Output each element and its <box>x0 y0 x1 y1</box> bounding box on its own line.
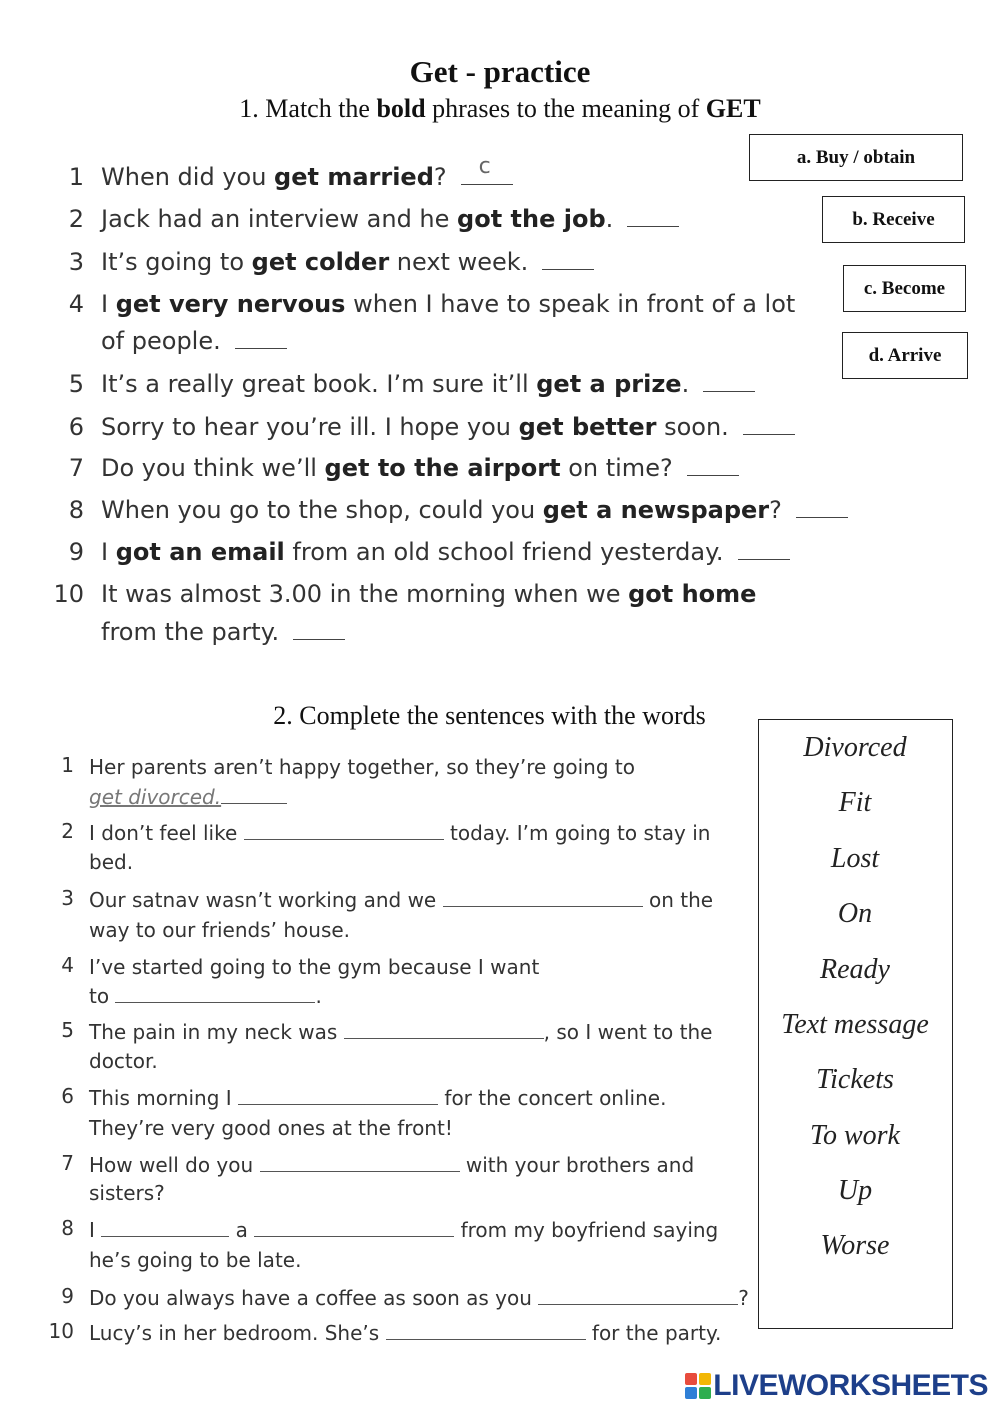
meaning-box-a: a. Buy / obtain <box>749 134 963 181</box>
item-number: 6 <box>61 1084 74 1108</box>
answer-blank[interactable] <box>386 1321 586 1340</box>
match-item-1 <box>101 154 513 196</box>
answer-blank[interactable] <box>738 537 790 560</box>
word-bank-item: Fit <box>838 787 872 818</box>
section1-instruction <box>0 94 1000 124</box>
item-number: 9 <box>61 1284 74 1308</box>
item-number: 2 <box>68 205 84 233</box>
answer-blank[interactable] <box>101 1218 229 1237</box>
sentence-text: . <box>315 984 322 1008</box>
item-number: 3 <box>68 248 84 276</box>
logo-text: LIVEWORKSHEETS <box>713 1369 988 1402</box>
sentence-text: This morning I <box>89 1086 232 1110</box>
answer-blank[interactable] <box>627 204 679 227</box>
sentence-text: with your brothers and <box>465 1153 695 1177</box>
sentence-text: Do you always have a coffee as soon as you <box>89 1286 532 1310</box>
sentence-5-line1 <box>89 1020 712 1044</box>
answer-blank[interactable] <box>260 1153 460 1172</box>
item-number: 10 <box>48 1319 74 1343</box>
answer-blank[interactable] <box>443 888 643 907</box>
bold-phrase: got the job <box>457 205 606 233</box>
item-number: 1 <box>61 753 74 777</box>
sentence-2-line1 <box>89 821 710 845</box>
bold-phrase: get a newspaper <box>542 496 770 524</box>
item-text: When you go to the shop, could you <box>101 496 543 524</box>
item-text: It was almost 3.00 in the morning when we <box>101 580 629 608</box>
word-bank-item: Worse <box>820 1230 890 1261</box>
answer-blank[interactable] <box>238 1086 438 1105</box>
sentence-text: Our satnav wasn’t working and we <box>89 888 437 912</box>
match-item-9 <box>101 533 790 571</box>
liveworksheets-logo-icon <box>685 1373 711 1399</box>
answer-blank[interactable] <box>542 247 594 270</box>
answer-blank[interactable] <box>796 495 848 518</box>
instruction-bold-get: GET <box>705 94 761 123</box>
sentence-text: for the concert online. <box>444 1086 667 1110</box>
instruction-text: 1. Match the <box>239 94 377 123</box>
sentence-text: I <box>89 1218 95 1242</box>
item-text: Jack had an interview and he <box>101 205 458 233</box>
sentence-2-line2: bed. <box>89 850 134 874</box>
item-text: I <box>101 290 116 318</box>
match-item-2 <box>101 200 679 238</box>
item-number: 7 <box>61 1151 74 1175</box>
answer-blank[interactable] <box>344 1020 544 1039</box>
bold-phrase: get a prize <box>536 370 682 398</box>
word-bank-item: Up <box>837 1175 873 1206</box>
word-bank <box>758 719 953 1329</box>
item-text: . <box>605 205 614 233</box>
bold-phrase: get married <box>274 163 434 191</box>
answer-blank[interactable] <box>254 1218 454 1237</box>
item-number: 3 <box>61 886 74 910</box>
item-text: It’s going to <box>101 248 252 276</box>
sentence-10-line1 <box>89 1321 721 1345</box>
item-number: 2 <box>61 819 74 843</box>
sentence-8-line2: he’s going to be late. <box>89 1248 302 1272</box>
item-text: soon. <box>656 413 729 441</box>
item-number: 8 <box>68 496 84 524</box>
sentence-1-line1: Her parents aren’t happy together, so they’re going to <box>89 755 635 779</box>
word-bank-item: Tickets <box>816 1064 894 1095</box>
meaning-box-d: d. Arrive <box>842 332 968 379</box>
instruction-bold-bold: bold <box>376 94 426 123</box>
item-text: from the party. <box>101 618 280 646</box>
match-item-10-cont <box>101 613 345 651</box>
item-number: 5 <box>61 1018 74 1042</box>
handwritten-example-answer: get divorced. <box>89 785 222 809</box>
item-text: . <box>681 370 690 398</box>
item-number: 4 <box>61 953 74 977</box>
item-text: When did you <box>101 163 275 191</box>
sentence-7-line1 <box>89 1153 694 1177</box>
answer-blank[interactable] <box>461 154 513 185</box>
item-number: 9 <box>68 538 84 566</box>
answer-blank[interactable] <box>293 617 345 640</box>
bold-phrase: get colder <box>251 248 390 276</box>
bold-phrase: get to the airport <box>324 454 561 482</box>
answer-blank[interactable] <box>235 326 287 349</box>
sentence-1-line2 <box>89 785 287 809</box>
sentence-3-line2: way to our friends’ house. <box>89 918 351 942</box>
answer-blank[interactable] <box>538 1286 738 1305</box>
sentence-text: for the party. <box>591 1321 722 1345</box>
item-text: ? <box>769 496 782 524</box>
sentence-9-line1 <box>89 1286 749 1310</box>
match-item-10 <box>101 575 756 613</box>
item-text: next week. <box>389 248 529 276</box>
bold-phrase: get very nervous <box>115 290 346 318</box>
meaning-box-c: c. Become <box>843 265 966 312</box>
worksheet-title: Get - practice <box>409 54 591 89</box>
answer-blank[interactable] <box>703 369 755 392</box>
answer-blank[interactable] <box>221 785 287 804</box>
sentence-text: The pain in my neck was <box>89 1020 338 1044</box>
sentence-text: How well do you <box>89 1153 254 1177</box>
sentence-text: on the <box>648 888 714 912</box>
answer-blank[interactable] <box>244 821 444 840</box>
sentence-5-line2: doctor. <box>89 1049 158 1073</box>
match-item-7 <box>101 449 739 487</box>
word-bank-item: Divorced <box>803 732 907 763</box>
item-text: on time? <box>560 454 673 482</box>
sentence-text: today. I’m going to stay in <box>450 821 711 845</box>
section2-instruction: 2. Complete the sentences with the words <box>273 701 706 730</box>
bold-phrase: got an email <box>115 538 285 566</box>
item-number: 4 <box>68 290 84 318</box>
sentence-7-line2: sisters? <box>89 1181 165 1205</box>
match-item-5 <box>101 365 755 403</box>
match-item-8 <box>101 491 848 529</box>
item-text: ? <box>433 163 447 191</box>
liveworksheets-logo[interactable] <box>685 1369 988 1403</box>
item-text: when I have to speak in front of a lot <box>345 290 796 318</box>
item-text: Do you think we’ll <box>101 454 325 482</box>
sentence-3-line1 <box>89 888 713 912</box>
match-item-6 <box>101 408 795 446</box>
word-bank-item: Lost <box>830 843 880 874</box>
meaning-box-b: b. Receive <box>822 196 965 243</box>
answer-blank[interactable] <box>743 412 795 435</box>
item-number: 8 <box>61 1216 74 1240</box>
bold-phrase: got home <box>628 580 757 608</box>
sentence-text: to <box>89 984 110 1008</box>
match-item-4-cont <box>101 322 287 360</box>
item-text: from an old school friend yesterday. <box>284 538 724 566</box>
bold-phrase: get better <box>518 413 657 441</box>
item-number: 6 <box>68 413 84 441</box>
item-text: It’s a really great book. I’m sure it’ll <box>101 370 537 398</box>
item-number: 5 <box>68 370 84 398</box>
word-bank-item: On <box>837 898 873 929</box>
item-text: I <box>101 538 116 566</box>
item-text: of people. <box>101 327 221 355</box>
handwritten-answer: c <box>478 154 491 179</box>
sentence-4-line1: I’ve started going to the gym because I want <box>89 955 540 979</box>
sentence-text: I don’t feel like <box>89 821 238 845</box>
answer-blank[interactable] <box>687 453 739 476</box>
sentence-6-line2: They’re very good ones at the front! <box>89 1116 453 1140</box>
item-text: Sorry to hear you’re ill. I hope you <box>101 413 519 441</box>
answer-blank[interactable] <box>115 984 315 1003</box>
sentence-text: , so I went to the <box>543 1020 713 1044</box>
sentence-text: ? <box>738 1286 749 1310</box>
instruction-text: phrases to the meaning of <box>425 94 706 123</box>
item-number: 1 <box>68 163 84 191</box>
word-bank-item: To work <box>809 1120 900 1151</box>
match-item-4 <box>101 285 795 323</box>
sentence-8-line1 <box>89 1218 718 1242</box>
sentence-text: a <box>235 1218 248 1242</box>
match-item-3 <box>101 243 594 281</box>
word-bank-item: Text message <box>781 1009 929 1040</box>
sentence-text: from my boyfriend saying <box>460 1218 719 1242</box>
word-bank-item: Ready <box>820 954 890 985</box>
item-number: 7 <box>68 454 84 482</box>
item-number: 10 <box>53 580 84 608</box>
sentence-text: Lucy’s in her bedroom. She’s <box>89 1321 380 1345</box>
sentence-4-line2 <box>89 984 322 1008</box>
sentence-6-line1 <box>89 1086 666 1110</box>
